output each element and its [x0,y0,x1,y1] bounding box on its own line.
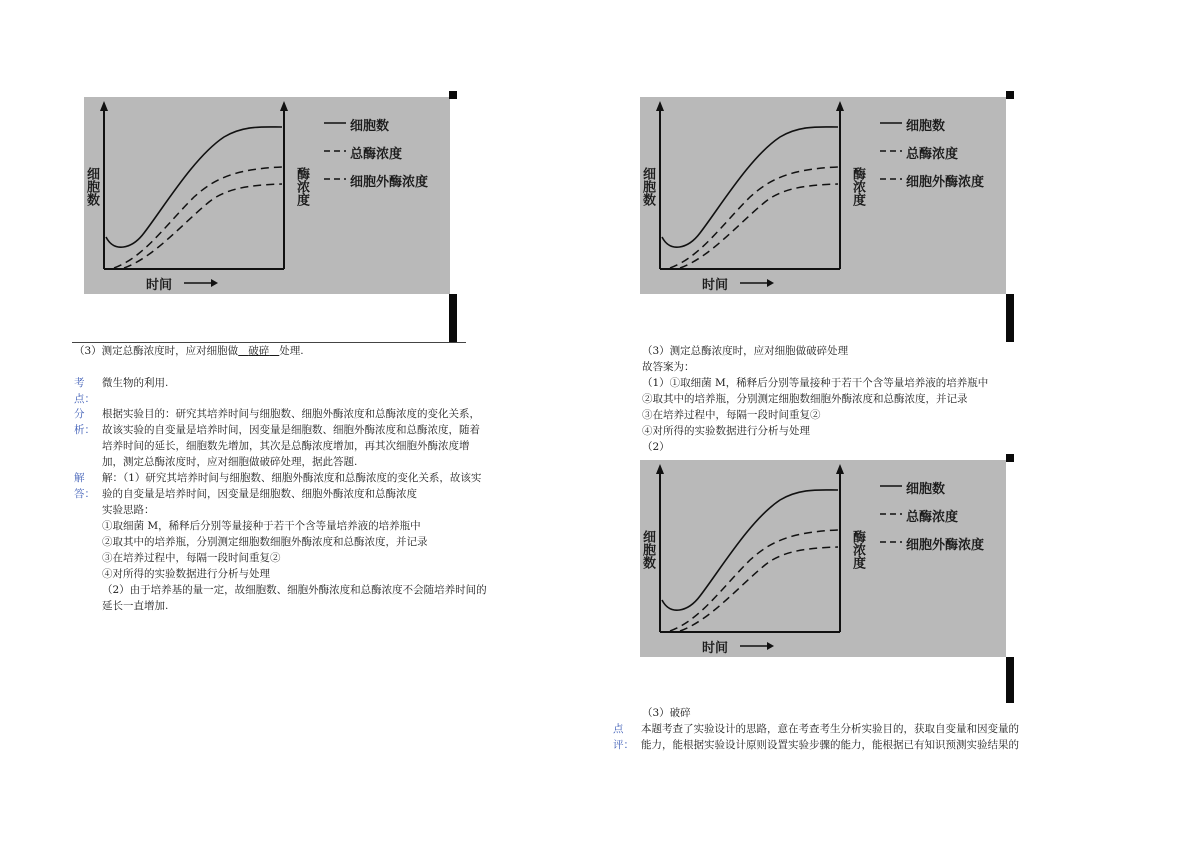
left-q3-line [74,343,304,359]
fenxi-line: 故该实验的自变量是培养时间，因变量是细胞数、细胞外酶浓度和总酶浓度，随着 [102,424,480,436]
legend-cell-count: 细胞数 [906,119,946,134]
fenxi-line: 加，测定总酶浓度时，应对细胞做破碎处理，据此答题. [102,456,358,468]
kaodian-text: 微生物的利用. [102,377,169,389]
jieda-line: 延长一直增加. [102,600,169,612]
fenxi-label-1: 分 [74,408,85,420]
jieda-line: 解：（1）研究其培养时间与细胞数、细胞外酶浓度和总酶浓度的变化关系，故该实 [102,472,482,484]
black-bar-right-2 [1006,657,1014,703]
dianping-line: 能力，能根据实验设计原则设置实验步骤的能力，能根据已有知识预测实验结果的 [641,739,1019,751]
jieda-label-2: 答： [74,488,95,500]
y-right-label: 酶浓度 [850,167,865,206]
jieda-line: ②取其中的培养瓶，分别测定细胞数细胞外酶浓度和总酶浓度，并记录 [102,536,428,548]
jieda-line: （2）由于培养基的量一定，故细胞数、细胞外酶浓度和总酶浓度不会随培养时间的 [102,584,487,596]
legend-total-enzyme: 总酶浓度 [906,510,959,525]
answer-line: （1）①取细菌 M，稀释后分别等量接种于若干个含等量培养液的培养瓶中 [642,377,989,389]
left-q3-suffix: 处理. [279,345,304,357]
y-left-label: 细胞数 [640,530,655,569]
jieda-line: ③在培养过程中，每隔一段时间重复② [102,552,281,564]
x-label: 时间 [702,641,729,656]
left-q3-answer: 破碎 [248,345,270,357]
jieda-line: 验的自变量是培养时间，因变量是细胞数、细胞外酶浓度和总酶浓度 [102,488,417,500]
legend-total-enzyme: 总酶浓度 [906,147,959,162]
answer-line: ②取其中的培养瓶，分别测定细胞数细胞外酶浓度和总酶浓度，并记录 [642,393,968,405]
graph-left [84,97,450,294]
black-bar-left-top [449,91,457,99]
legend-cell-count: 细胞数 [906,482,946,497]
jieda-line: ④对所得的实验数据进行分析与处理 [102,568,270,580]
dianping-line: 本题考查了实验设计的思路，意在考查考生分析实验目的，获取自变量和因变量的 [641,723,1019,735]
black-bar-right-top [1006,91,1014,99]
legend-extracellular-enzyme: 细胞外酶浓度 [350,175,429,190]
black-bar-right-2-top [1006,454,1014,462]
jieda-line: 实验思路： [102,504,155,516]
y-right-label: 酶浓度 [294,167,309,206]
black-bar-right [1006,294,1014,342]
answer-intro: 故答案为： [642,361,695,373]
x-label: 时间 [702,278,729,293]
fenxi-label-2: 析： [74,424,95,436]
legend-cell-count: 细胞数 [350,119,390,134]
dianping-label-2: 评： [613,739,634,751]
answer-line: ③在培养过程中，每隔一段时间重复② [642,409,821,421]
jieda-line: ①取细菌 M，稀释后分别等量接种于若干个含等量培养液的培养瓶中 [102,520,421,532]
left-q3-prefix: （3）测定总酶浓度时，应对细胞做 [74,345,239,357]
graph-right-bottom [640,460,1006,657]
y-left-label: 细胞数 [84,167,99,206]
answer-line: （2） [642,441,670,453]
x-label: 时间 [146,278,173,293]
answer-line: ④对所得的实验数据进行分析与处理 [642,425,810,437]
jieda-label-1: 解 [74,472,85,484]
dianping-label-1: 点 [613,723,624,735]
y-left-label: 细胞数 [640,167,655,206]
legend-total-enzyme: 总酶浓度 [350,147,403,162]
black-bar-left [449,294,457,342]
graph-right-top [640,97,1006,294]
kaodian-label-2: 点： [74,393,95,405]
fenxi-line: 培养时间的延长，细胞数先增加，其次是总酶浓度增加，再其次细胞外酶浓度增 [102,440,470,452]
fenxi-line: 根据实验目的：研究其培养时间与细胞数、细胞外酶浓度和总酶浓度的变化关系， [102,408,480,420]
legend-extracellular-enzyme: 细胞外酶浓度 [906,175,985,190]
y-right-label: 酶浓度 [850,530,865,569]
right-q3-line: （3）测定总酶浓度时，应对细胞做破碎处理 [642,345,849,357]
right-q3-short: （3）破碎 [642,707,691,719]
legend-extracellular-enzyme: 细胞外酶浓度 [906,538,985,553]
kaodian-label-1: 考 [74,377,85,389]
